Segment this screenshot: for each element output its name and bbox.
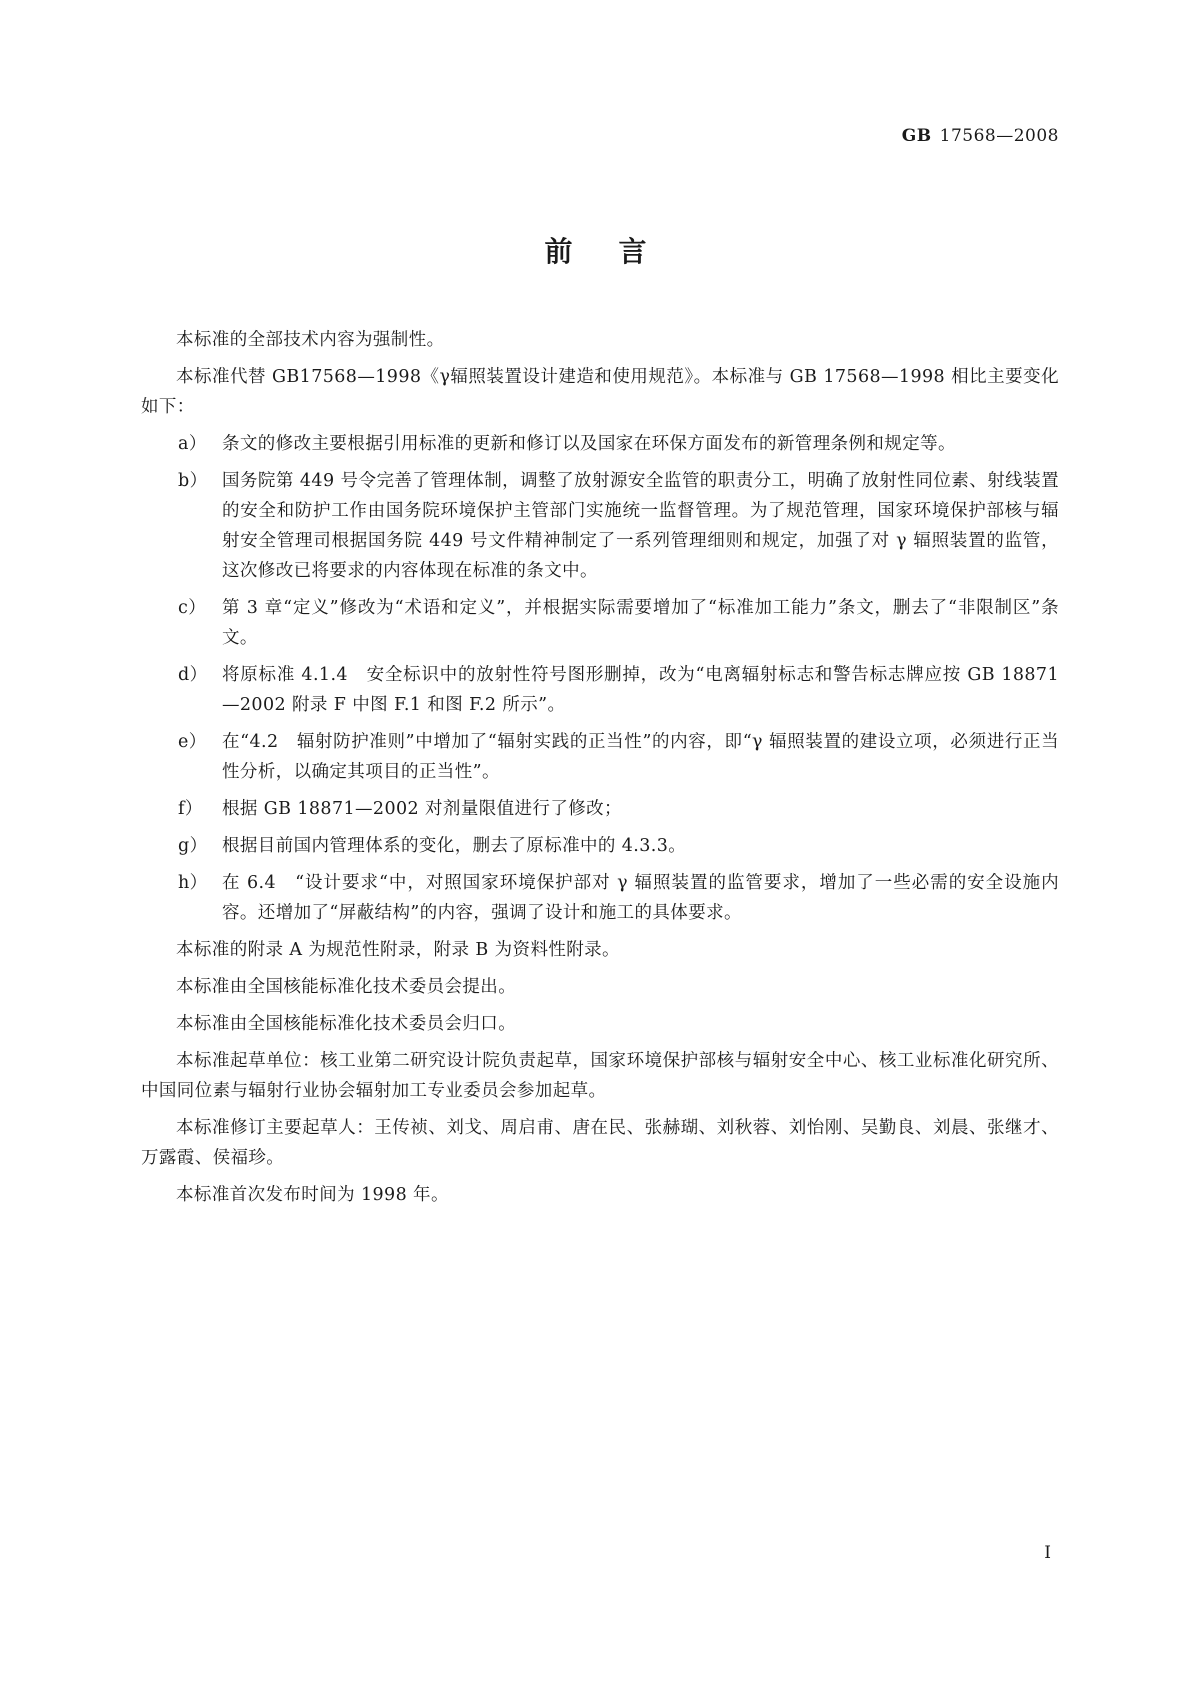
paragraph: 本标准代替 GB17568—1998《γ辐照装置设计建造和使用规范》。本标准与 GB 17568—1998 相比主要变化如下： — [141, 367, 1059, 417]
list-item-mark: a） — [178, 434, 207, 454]
list-item-mark: f） — [178, 799, 203, 819]
standard-number: 17568—2008 — [939, 126, 1059, 146]
paragraph: 本标准的全部技术内容为强制性。 — [176, 330, 445, 350]
list-item-mark: g） — [178, 836, 208, 856]
page-number: I — [1044, 1543, 1051, 1563]
list-item — [178, 593, 1059, 653]
list-item-text: 第 3 章“定义”修改为“术语和定义”，并根据实际需要增加了“标准加工能力”条文，删去了“非限制区”条文。 — [222, 598, 1059, 648]
list-item-text: 根据目前国内管理体系的变化，删去了原标准中的 4.3.3。 — [222, 836, 687, 856]
list-item-mark: h） — [178, 873, 208, 893]
list-item-mark: d） — [178, 665, 208, 685]
paragraph: 本标准的附录 A 为规范性附录，附录 B 为资料性附录。 — [176, 940, 620, 960]
list-item-mark: b） — [178, 471, 208, 491]
list-item — [178, 466, 1059, 586]
list-item-text: 将原标准 4.1.4 安全标识中的放射性符号图形删掉，改为“电离辐射标志和警告标志牌应按 GB 18871—2002 附录 F 中图 F.1 和图 F.2 所示”。 — [222, 665, 1059, 715]
list-item-text: 根据 GB 18871—2002 对剂量限值进行了修改； — [222, 799, 622, 819]
list-item-text: 国务院第 449 号令完善了管理体制，调整了放射源安全监管的职责分工，明确了放射性同位素、射线装置的安全和防护工作由国务院环境保护主管部门实施统一监督管理。为了规范管理，国家环境保护部核与辐射安全管理司根据国务院 449 号文件精神制定了一系列管理细则和规定，加强了对 γ 辐照装置的监管，这次修改已将要求的内容体现在标准的条文中。 — [222, 471, 1059, 581]
foreword-body — [141, 325, 1059, 1217]
list-item-mark: e） — [178, 732, 207, 752]
list-item-mark: c） — [178, 598, 207, 618]
list-item — [178, 831, 1059, 861]
list-item — [178, 794, 1059, 824]
paragraph: 本标准起草单位：核工业第二研究设计院负责起草，国家环境保护部核与辐射安全中心、核工业标准化研究所、中国同位素与辐射行业协会辐射加工专业委员会参加起草。 — [141, 1051, 1059, 1101]
list-item — [178, 660, 1059, 720]
list-item — [178, 727, 1059, 787]
standard-code-header — [902, 126, 1059, 146]
list-item-text: 条文的修改主要根据引用标准的更新和修订以及国家在环保方面发布的新管理条例和规定等。 — [222, 434, 956, 454]
page-title: 前言 — [544, 235, 693, 268]
list-item-text: 在 6.4 “设计要求“中，对照国家环境保护部对 γ 辐照装置的监管要求，增加了一些必需的安全设施内容。还增加了“屏蔽结构”的内容，强调了设计和施工的具体要求。 — [222, 873, 1059, 923]
paragraph: 本标准由全国核能标准化技术委员会提出。 — [176, 977, 517, 997]
paragraph: 本标准修订主要起草人：王传祯、刘戈、周启甫、唐在民、张赫瑚、刘秋蓉、刘怡刚、吴勤良、刘晨、张继才、万露霞、侯福珍。 — [141, 1118, 1059, 1168]
list-item — [178, 868, 1059, 928]
paragraph: 本标准由全国核能标准化技术委员会归口。 — [176, 1014, 517, 1034]
list-item — [178, 429, 1059, 459]
list-item-text: 在“4.2 辐射防护准则”中增加了“辐射实践的正当性”的内容，即“γ 辐照装置的建设立项，必须进行正当性分析，以确定其项目的正当性”。 — [222, 732, 1059, 782]
standard-prefix: GB — [901, 126, 932, 146]
paragraph: 本标准首次发布时间为 1998 年。 — [176, 1185, 449, 1205]
